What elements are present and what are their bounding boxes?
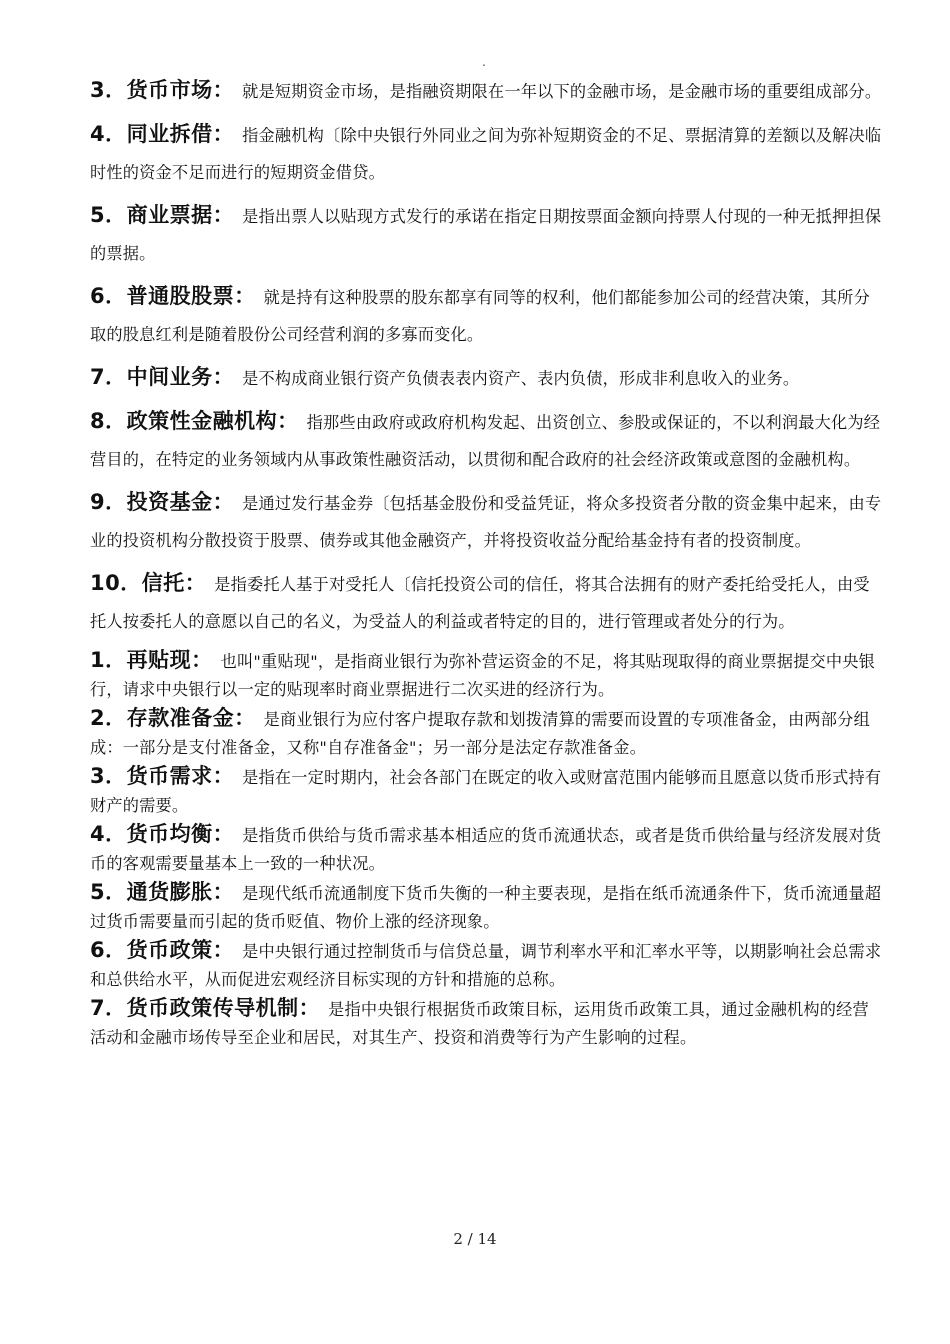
definition-entry [90,704,882,762]
definition-term: 4．同业拆借： [90,122,235,146]
definition-text: 是现代纸币流通制度下货币失衡的一种主要表现，是指在纸币流通条件下，货币流通量超过货币需要量而引起的货币贬值、物价上涨的经济现象。 [90,884,882,931]
definition-entry [90,878,882,936]
definition-term: 7．货币政策传导机制： [90,996,321,1020]
definition-term: 4．货币均衡： [90,822,235,846]
definition-text: 是商业银行为应付客户提取存款和划拨清算的需要而设置的专项准备金，由两部分组成：一部分是支付准备金，又称"自存准备金"；另一部分是法定存款准备金。 [90,710,870,757]
definition-entry [90,646,882,704]
definition-text: 是中央银行通过控制货币与信贷总量，调节利率水平和汇率水平等，以期影响社会总需求和总供给水平，从而促进宏观经济目标实现的方针和措施的总称。 [90,942,882,989]
definition-text: 是通过发行基金券〔包括基金股份和受益凭证，将众多投资者分散的资金集中起来，由专业的投资机构分散投资于股票、债券或其他金融资产，并将投资收益分配给基金持有者的投资制度。 [90,494,882,550]
definition-entry [90,484,882,559]
header-mark: . [482,55,486,69]
definition-entry [90,994,882,1052]
definition-text: 是指中央银行根据货币政策目标，运用货币政策工具，通过金融机构的经营活动和金融市场传导至企业和居民，对其生产、投资和消费等行为产生影响的过程。 [90,1000,869,1047]
definition-term: 8．政策性金融机构： [90,409,299,433]
definition-text: 是不构成商业银行资产负债表表内资产、表内负债，形成非利息收入的业务。 [242,369,800,388]
definition-entry [90,278,882,353]
definition-term: 5．通货膨胀： [90,880,235,904]
definition-entry [90,820,882,878]
definition-text: 也叫"重贴现"，是指商业银行为弥补营运资金的不足，将其贴现取得的商业票据提交中央银行，请求中央银行以一定的贴现率时商业票据进行二次买进的经济行为。 [90,652,876,699]
definition-entry [90,403,882,478]
definition-term: 5．商业票据： [90,203,235,227]
definition-text: 指金融机构〔除中央银行外同业之间为弥补短期资金的不足、票据清算的差额以及解决临时性的资金不足而进行的短期资金借贷。 [90,126,882,182]
definition-entry [90,762,882,820]
definition-text: 就是短期资金市场，是指融资期限在一年以下的金融市场，是金融市场的重要组成部分。 [242,82,882,101]
definitions-section-1 [90,72,882,640]
definition-entry [90,565,882,640]
definition-text: 是指在一定时期内，社会各部门在既定的收入或财富范围内能够而且愿意以货币形式持有财产的需要。 [90,768,882,815]
definition-entry [90,936,882,994]
definition-term: 10．信托： [90,571,207,595]
definition-text: 是指货币供给与货币需求基本相适应的货币流通状态，或者是货币供给量与经济发展对货币的客观需要量基本上一致的一种状况。 [90,826,882,873]
definition-term: 2．存款准备金： [90,706,256,730]
definition-entry [90,197,882,272]
definition-entry [90,116,882,191]
definition-term: 6．货币政策： [90,938,235,962]
definition-term: 6．普通股股票： [90,284,256,308]
definition-text: 是指委托人基于对受托人〔信托投资公司的信任，将其合法拥有的财产委托给受托人，由受托人按委托人的意愿以自己的名义，为受益人的利益或者特定的目的，进行管理或者处分的行为。 [90,575,870,631]
definitions-section-2 [90,646,882,1052]
definition-text: 就是持有这种股票的股东都享有同等的权利，他们都能参加公司的经营决策，其所分取的股息红利是随着股份公司经营利润的多寡而变化。 [90,288,870,344]
definition-term: 1．再贴现： [90,648,213,672]
definition-term: 3．货币需求： [90,764,235,788]
definition-term: 7．中间业务： [90,365,235,389]
document-page [90,72,882,1052]
definition-entry [90,72,882,110]
page-indicator: 2 / 14 [453,1230,497,1248]
definition-text: 指那些由政府或政府机构发起、出资创立、参股或保证的，不以利润最大化为经营目的，在特定的业务领域内从事政策性融资活动，以贯彻和配合政府的社会经济政策或意图的金融机构。 [90,413,881,469]
definition-entry [90,359,882,397]
definition-term: 9．投资基金： [90,490,235,514]
definition-text: 是指出票人以贴现方式发行的承诺在指定日期按票面金额向持票人付现的一种无抵押担保的票据。 [90,207,882,263]
definition-term: 3．货币市场： [90,78,235,102]
